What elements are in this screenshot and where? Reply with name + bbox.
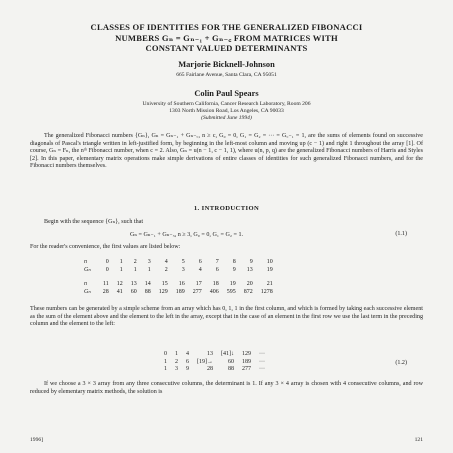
row-label: n bbox=[84, 281, 87, 287]
footer-year: 1996] bbox=[30, 437, 44, 443]
table-cell: 10 bbox=[266, 259, 273, 265]
table-cell: 16 bbox=[178, 281, 185, 287]
table-cell: 406 bbox=[209, 289, 219, 295]
table-row bbox=[80, 258, 277, 266]
title-line-1: CLASSES OF IDENTITIES FOR THE GENERALIZED FIBONACCI bbox=[90, 22, 363, 32]
array-cell: 4 bbox=[186, 351, 189, 357]
table-cell: 17 bbox=[195, 281, 202, 287]
table-cell: 6 bbox=[198, 259, 202, 265]
author-2-affiliation: University of Southern California, Cancer Research Laboratory, Room 206 bbox=[142, 101, 311, 107]
table-cell: 11 bbox=[102, 281, 109, 287]
equation-1-1-number: (1.1) bbox=[395, 231, 407, 237]
table-cell: 7 bbox=[215, 259, 219, 265]
author-1-name: Marjorie Bicknell-Johnson bbox=[178, 60, 275, 69]
table-cell: 1 bbox=[147, 267, 151, 273]
table-cell: 2 bbox=[164, 267, 168, 273]
table-cell: 21 bbox=[266, 281, 273, 287]
array-cell: 28 bbox=[207, 366, 213, 373]
author-1-address: 665 Fairlane Avenue, Santa Clara, CA 95051 bbox=[176, 72, 277, 78]
table-cell: 129 bbox=[158, 289, 168, 295]
table-row bbox=[160, 359, 269, 367]
array-cell: 189 bbox=[242, 358, 251, 365]
array-1-2 bbox=[160, 351, 269, 374]
array-cell: 1 bbox=[175, 351, 178, 357]
table-cell: 1 bbox=[133, 267, 137, 273]
table-cell: 4 bbox=[198, 267, 202, 273]
array-cell: ··· bbox=[259, 358, 265, 365]
array-cell: 2 bbox=[175, 358, 178, 365]
table-row bbox=[80, 288, 277, 296]
table-cell: 3 bbox=[147, 259, 151, 265]
table-row bbox=[80, 266, 277, 274]
table-row bbox=[160, 366, 269, 374]
table-cell: 3 bbox=[181, 267, 185, 273]
table-cell: 1 bbox=[119, 259, 123, 265]
table-cell: 20 bbox=[246, 281, 253, 287]
table-row bbox=[80, 280, 277, 288]
array-cell: [19]→ bbox=[197, 358, 213, 365]
table-cell: 6 bbox=[215, 267, 219, 273]
values-intro: For the reader's convenience, the first values are listed below: bbox=[30, 244, 181, 250]
array-cell: ··· bbox=[259, 351, 265, 357]
table-cell: 41 bbox=[116, 289, 123, 295]
table-cell: 88 bbox=[144, 289, 151, 295]
equation-1-1-body: Gₙ = Gₙ₋₁ + Gₙ₋₃, n ≥ 3, G₀ = 0, G₁ = G₂ = 1. bbox=[130, 232, 244, 238]
paper-title bbox=[20, 22, 433, 54]
intro-sentence: Begin with the sequence {Gₙ}, such that bbox=[44, 219, 144, 225]
table-cell: 60 bbox=[130, 289, 137, 295]
table-cell: 1 bbox=[119, 267, 123, 273]
table-cell: 2 bbox=[133, 259, 137, 265]
array-cell: 1 bbox=[164, 366, 167, 373]
array-cell: 277 bbox=[242, 366, 251, 373]
table-cell: 19 bbox=[266, 267, 273, 273]
table-cell: 8 bbox=[232, 259, 236, 265]
row-label: n bbox=[84, 259, 87, 265]
table-cell: 1278 bbox=[260, 289, 273, 295]
array-cell: 6 bbox=[186, 358, 189, 365]
table-cell: 0 bbox=[105, 267, 109, 273]
table-cell: 14 bbox=[144, 281, 151, 287]
table-cell: 15 bbox=[161, 281, 168, 287]
generation-scheme-paragraph: These numbers can be generated by a simple scheme from an array which has 0, 1, 1 in the first column, and which is formed by taking each successive element as the sum of the element above and the element to the left in the array, except that in the case of an element in the first row we use the last term in the preceding column and the element to the left: bbox=[30, 306, 423, 328]
table-cell: 277 bbox=[192, 289, 202, 295]
table-cell: 9 bbox=[249, 259, 253, 265]
table-cell: 19 bbox=[229, 281, 236, 287]
table-cell: 189 bbox=[175, 289, 185, 295]
array-cell: 3 bbox=[175, 366, 178, 373]
array-cell: 88 bbox=[228, 366, 234, 373]
table-cell: 13 bbox=[130, 281, 137, 287]
section-heading-introduction: 1. INTRODUCTION bbox=[193, 205, 260, 212]
author-2-name: Colin Paul Spears bbox=[194, 89, 259, 98]
title-line-2: NUMBERS Gₙ = Gₙ₋₁ + Gₙ₋꜀ FROM MATRICES WITH bbox=[115, 32, 338, 43]
table-cell: 5 bbox=[181, 259, 185, 265]
table-cell: 12 bbox=[116, 281, 123, 287]
table-cell: 18 bbox=[212, 281, 219, 287]
array-cell: 13 bbox=[207, 351, 213, 357]
footer-page-number: 121 bbox=[414, 437, 423, 443]
array-cell: [41]↓ bbox=[221, 351, 234, 357]
table-cell: 0 bbox=[105, 259, 109, 265]
determinant-paragraph: If we choose a 3 × 3 array from any three consecutive columns, the determinant is 1. If any 3 × 4 array is chosen with 4 consecutive columns, and row reduced by elementary matrix methods, the solution is bbox=[30, 381, 423, 395]
row-label: Gₙ bbox=[84, 267, 91, 273]
table-cell: 28 bbox=[102, 289, 109, 295]
equation-1-2-number: (1.2) bbox=[395, 360, 407, 366]
row-label: Gₙ bbox=[84, 289, 91, 295]
table-cell: 4 bbox=[164, 259, 168, 265]
table-cell: 9 bbox=[232, 267, 236, 273]
array-cell: 60 bbox=[228, 358, 234, 365]
array-cell: ··· bbox=[259, 366, 265, 373]
table-row bbox=[160, 351, 269, 359]
author-2-address: 1303 North Mission Road, Los Angeles, CA 90033 bbox=[169, 108, 284, 114]
array-cell: 1 bbox=[164, 358, 167, 365]
table-cell: 13 bbox=[246, 267, 253, 273]
abstract: The generalized Fibonacci numbers {Gₙ}, Gₙ = Gₙ₋₁ + Gₙ₋꜀, n ≥ c, G₀ = 0, G₁ = G₂ = ··· = G꜀₋₁ = 1, are the sums of elements found on successive diagonals of Pascal's triangle written in left-justified form, by beginning in the left-most column and moving up (c − 1) and right 1 throughout the array [1]. Of course, Gₙ = Fₙ, the nᵗʰ Fibonacci number, when c = 2. Also, Gₙ = u(n − 1, c − 1, 1), where u(n, p, q) are the generalized Fibonacci numbers of Harris and Styles [2]. In this paper, elementary matrix operations make simple derivations of entire classes of identities for such generalized Fibonacci numbers, and for the Fibonacci numbers themselves. bbox=[30, 133, 423, 170]
table-cell: 872 bbox=[243, 289, 253, 295]
table-cell: 595 bbox=[226, 289, 236, 295]
array-cell: 129 bbox=[242, 351, 251, 357]
title-line-3: CONSTANT VALUED DETERMINANTS bbox=[145, 43, 308, 53]
values-table bbox=[80, 258, 277, 296]
array-cell: 9 bbox=[186, 366, 189, 373]
array-cell: 0 bbox=[164, 351, 167, 357]
submitted-date: (Submitted June 1994) bbox=[201, 115, 252, 121]
